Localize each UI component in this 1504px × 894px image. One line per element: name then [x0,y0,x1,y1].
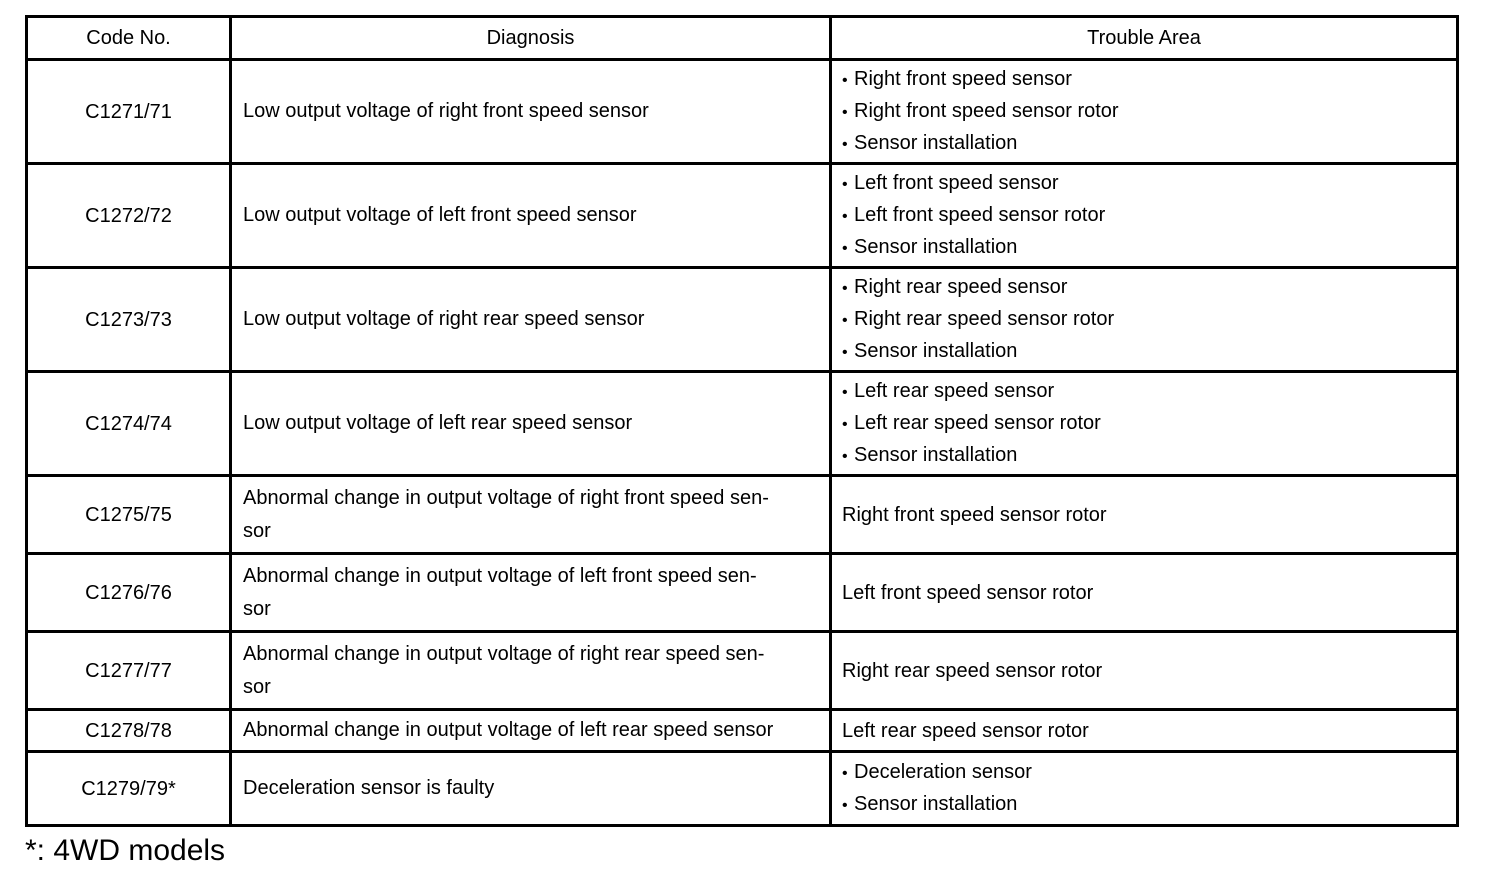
diagnosis-line: sor [243,519,271,542]
diagnosis-cell [231,632,831,710]
table-row [27,476,1458,554]
bullet-icon: • [842,383,848,401]
bullet-icon: • [842,207,848,225]
diagnosis-line: Abnormal change in output voltage of left front speed sen- [243,564,757,587]
list-item: • Left rear speed sensor [842,376,1456,408]
diagnosis-cell: Low output voltage of right rear speed sensor [231,268,831,372]
bullet-icon: • [842,796,848,814]
header-trouble-area: Trouble Area [831,17,1458,60]
list-item: • Left front speed sensor rotor [842,200,1456,232]
trouble-area-cell [831,752,1458,826]
list-item: • Sensor installation [842,128,1456,160]
code-cell: C1274/74 [27,372,231,476]
trouble-area-list [842,64,1456,160]
bullet-icon: • [842,175,848,193]
diagnosis-cell: Low output voltage of right front speed sensor [231,60,831,164]
list-item: • Deceleration sensor [842,757,1456,789]
list-item: • Sensor installation [842,440,1456,472]
diagnosis-line: sor [243,675,271,698]
diagnosis-cell: Low output voltage of left rear speed sensor [231,372,831,476]
code-cell: C1275/75 [27,476,231,554]
table-row [27,632,1458,710]
table-row [27,554,1458,632]
diagnosis-line: Abnormal change in output voltage of right front speed sen- [243,486,769,509]
code-cell: C1271/71 [27,60,231,164]
trouble-area-list [842,376,1456,472]
trouble-area-list [842,272,1456,368]
list-item: • Sensor installation [842,232,1456,264]
list-item: • Sensor installation [842,789,1456,821]
bullet-icon: • [842,764,848,782]
list-item: • Left rear speed sensor rotor [842,408,1456,440]
diagnosis-cell: Low output voltage of left front speed sensor [231,164,831,268]
bullet-icon: • [842,103,848,121]
list-item: • Right front speed sensor rotor [842,96,1456,128]
trouble-area-cell: Right rear speed sensor rotor [831,632,1458,710]
diagnosis-line: Abnormal change in output voltage of right rear speed sen- [243,642,765,665]
diagnosis-cell [231,554,831,632]
table-row [27,752,1458,826]
bullet-icon: • [842,447,848,465]
trouble-area-cell: Right front speed sensor rotor [831,476,1458,554]
code-cell: C1279/79* [27,752,231,826]
list-item: • Left front speed sensor [842,168,1456,200]
bullet-icon: • [842,71,848,89]
code-cell: C1272/72 [27,164,231,268]
diagnosis-line: sor [243,597,271,620]
trouble-area-cell [831,268,1458,372]
list-item: • Right rear speed sensor rotor [842,304,1456,336]
bullet-icon: • [842,239,848,257]
trouble-area-cell: Left rear speed sensor rotor [831,710,1458,752]
trouble-area-cell [831,60,1458,164]
bullet-icon: • [842,343,848,361]
table-row [27,710,1458,752]
diagnosis-cell: Abnormal change in output voltage of left rear speed sensor [231,710,831,752]
header-code-no: Code No. [27,17,231,60]
table-row [27,372,1458,476]
code-cell: C1273/73 [27,268,231,372]
code-cell: C1278/78 [27,710,231,752]
footnote: *: 4WD models [25,834,226,867]
table-row [27,60,1458,164]
code-cell: C1276/76 [27,554,231,632]
bullet-icon: • [842,279,848,297]
table-row [27,268,1458,372]
list-item: • Sensor installation [842,336,1456,368]
list-item: • Right rear speed sensor [842,272,1456,304]
trouble-area-list [842,168,1456,264]
trouble-area-cell [831,164,1458,268]
bullet-icon: • [842,311,848,329]
list-item: • Right front speed sensor [842,64,1456,96]
dtc-table [25,15,1459,827]
code-cell: C1277/77 [27,632,231,710]
bullet-icon: • [842,135,848,153]
trouble-area-cell: Left front speed sensor rotor [831,554,1458,632]
diagnosis-cell [231,476,831,554]
table-row [27,164,1458,268]
diagnosis-cell: Deceleration sensor is faulty [231,752,831,826]
header-diagnosis: Diagnosis [231,17,831,60]
trouble-area-list [842,757,1456,821]
table-header-row [27,17,1458,60]
bullet-icon: • [842,415,848,433]
trouble-area-cell [831,372,1458,476]
